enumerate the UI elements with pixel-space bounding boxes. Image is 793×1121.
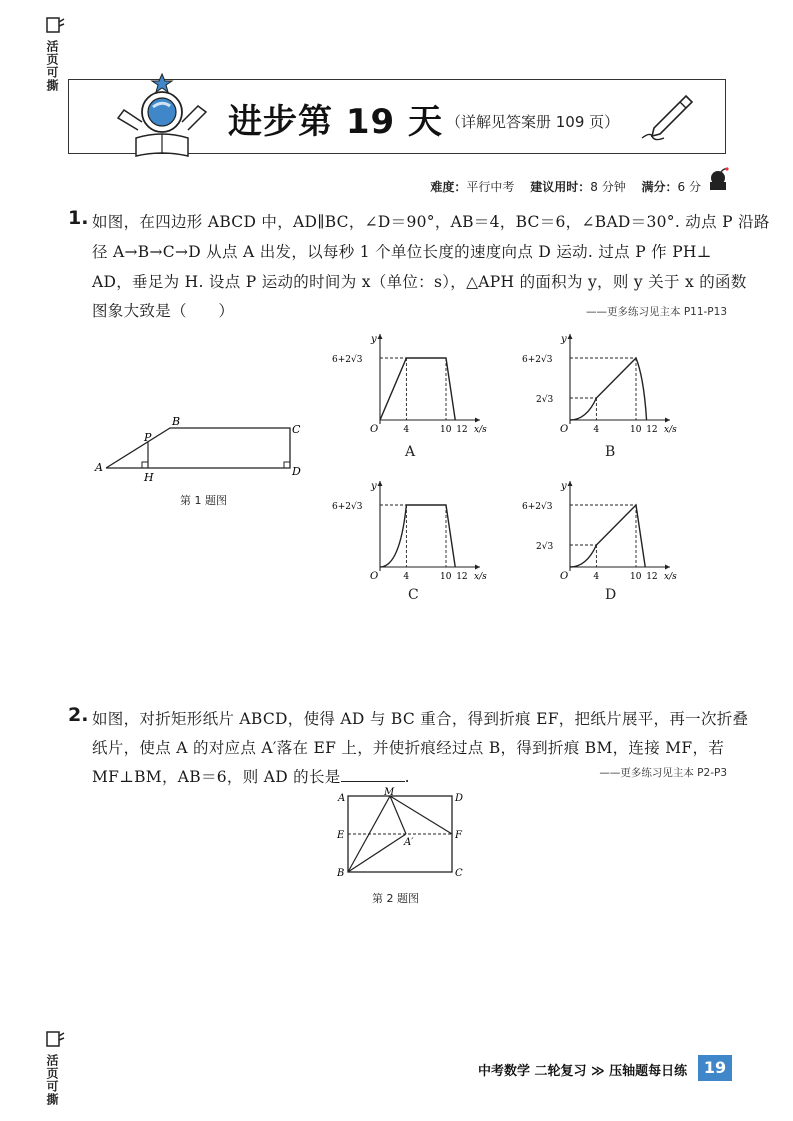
fig2-label-M: M [384,787,395,798]
question-2-ref: ——更多练习见主本 P2-P3 [599,767,727,779]
tick-12: 12 [456,572,468,582]
y-level-top-label: 6+2√3 [522,355,553,365]
tear-icon [44,14,66,36]
time-value: 8 分钟 [590,180,626,194]
option-B-graph [520,328,690,436]
fig1-label-A: A [95,461,103,474]
tick-4: 4 [403,425,410,435]
fig2-label-A: A [338,793,346,804]
question-1-caption: 第 1 题图 [180,494,227,507]
x-arrow [475,418,480,423]
tick-4: 4 [593,425,600,435]
function-curve [570,358,647,420]
fig1-label-P: P [144,431,152,444]
question-1-line-1: 如图，在四边形 ABCD 中，AD∥BC，∠D＝90°，AB＝4，BC＝6，∠BAD＝30°. 动点 P 沿路 [92,213,770,231]
origin-label: O [560,424,569,435]
astronaut-icon [110,72,214,160]
fig2-label-B: B [337,868,345,879]
tick-4: 4 [593,572,600,582]
origin-label: O [560,571,569,582]
tear-icon [44,1028,66,1050]
tick-4: 4 [403,572,410,582]
y-level-mid-label: 2√3 [536,395,554,405]
origin-label: O [370,424,379,435]
side-tab-label: 活页可撕 [45,40,59,92]
tick-12: 12 [646,572,658,582]
function-curve [380,505,455,567]
question-2-number: 2. [68,704,89,726]
meta-line [430,178,701,195]
tick-12: 12 [456,425,468,435]
x-arrow [665,565,670,570]
bomb-icon [706,166,730,192]
fig1-label-C: C [292,423,301,436]
function-curve [380,358,455,420]
option-C-label: C [408,587,419,603]
fig2-label-C: C [455,868,463,879]
question-2-line-3-wrap [92,765,410,787]
question-2-caption: 第 2 题图 [372,892,419,905]
x-axis-label: x/s [664,572,677,582]
side-tab-bottom [44,1028,74,1106]
y-arrow [378,481,383,486]
y-axis-label: y [371,334,377,345]
question-1-line-4: 图象大致是（ ） [92,302,235,320]
tick-10: 10 [630,572,642,582]
tick-10: 10 [440,572,452,582]
y-axis-label: y [561,334,567,345]
x-arrow [475,565,480,570]
fig2-label-D: D [455,793,464,804]
y-level-top-label: 6+2√3 [332,502,363,512]
fig1-label-H: H [144,471,154,484]
difficulty-value: 平行中考 [466,180,515,194]
time-label: 建议用时： [530,180,591,194]
question-2-line-3: MF⊥BM，AB＝6，则 AD 的长是 [92,768,341,786]
fig2-label-F: F [455,830,462,841]
question-1-line-2: 径 A→B→C→D 从点 A 出发，以每秒 1 个单位长度的速度向点 D 运动. 过点 P 作 PH⊥ [92,243,712,261]
option-D-label: D [605,587,617,603]
y-level-top-label: 6+2√3 [332,355,363,365]
fig1-label-D: D [292,465,301,478]
page-number: 19 [698,1055,732,1081]
option-B-label: B [605,444,616,460]
y-axis-label: y [561,481,567,492]
fig1-label-B: B [172,415,181,428]
tick-10: 10 [630,425,642,435]
tick-10: 10 [440,425,452,435]
answer-blank[interactable] [341,767,405,782]
fig2-label-E: E [337,830,345,841]
option-D-graph [520,475,690,583]
tick-12: 12 [646,425,658,435]
y-level-top-label: 6+2√3 [522,502,553,512]
score-label: 满分： [641,180,678,194]
question-2-line-1: 如图，对折矩形纸片 ABCD，使得 AD 与 BC 重合，得到折痕 EF，把纸片展平，再一次折叠 [92,710,749,728]
footer-title: 中考数学 二轮复习 ≫ 压轴题每日练 [478,1064,688,1079]
x-axis-label: x/s [664,425,677,435]
question-2-figure [330,786,470,884]
page-title: 进步第 19 天 [228,102,443,142]
option-A-label: A [405,444,416,460]
page-subtitle: （详解见答案册 109 页） [446,113,620,131]
pen-icon [640,92,696,144]
question-2-line-2: 纸片，使点 A 的对应点 A′落在 EF 上，并使折痕经过点 B，得到折痕 BM，连接 MF，若 [92,739,725,757]
question-1-figure [92,412,312,484]
side-tab-label: 活页可撕 [45,1054,59,1106]
x-axis-label: x/s [474,572,487,582]
origin-label: O [370,571,379,582]
x-axis-label: x/s [474,425,487,435]
x-arrow [665,418,670,423]
y-level-mid-label: 2√3 [536,542,554,552]
y-arrow [378,334,383,339]
option-C-graph [330,475,500,583]
question-1-number: 1. [68,207,89,229]
function-curve [570,505,645,567]
y-arrow [568,334,573,339]
question-2-line-3-end: . [404,768,410,786]
y-axis-label: y [371,481,377,492]
score-value: 6 分 [677,180,701,194]
y-arrow [568,481,573,486]
fig2-label-Aprime: A′ [404,837,414,848]
question-1-line-3: AD，垂足为 H. 设点 P 运动的时间为 x（单位：s），△APH 的面积为 y，则 y 关于 x 的函数 [92,273,747,291]
question-1-ref: ——更多练习见主本 P11-P13 [585,306,727,318]
option-A-graph [330,328,500,436]
difficulty-label: 难度： [430,180,467,194]
